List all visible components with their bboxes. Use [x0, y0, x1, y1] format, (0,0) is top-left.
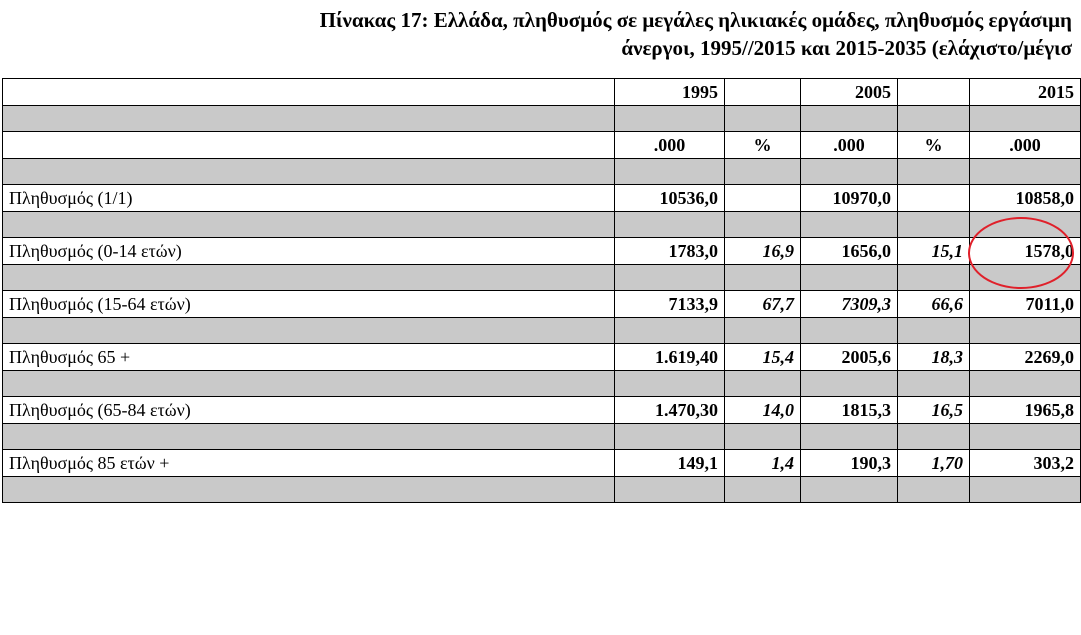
cell-2005-pct: 1,70: [898, 450, 970, 477]
cell-2015: 303,2: [970, 450, 1081, 477]
unit-header-row: [3, 132, 1081, 159]
cell-2005-pct: [898, 185, 970, 212]
cell-2005: 2005,6: [801, 344, 898, 371]
cell-1995: 1.619,40: [615, 344, 725, 371]
table-title: [0, 6, 1070, 62]
cell-1995: 1783,0: [615, 238, 725, 265]
year-header-row: [3, 79, 1081, 106]
row-label: Πληθυσμός (15-64 ετών): [3, 291, 615, 318]
cell-2015: 1578,0: [970, 238, 1081, 265]
cell-1995-pct: 1,4: [725, 450, 801, 477]
row-label: Πληθυσμός 85 ετών +: [3, 450, 615, 477]
row-label: Πληθυσμός (65-84 ετών): [3, 397, 615, 424]
unit-2005-value: .000: [801, 132, 898, 159]
cell-2005-pct: 66,6: [898, 291, 970, 318]
cell-2005-pct: 18,3: [898, 344, 970, 371]
cell-1995: 149,1: [615, 450, 725, 477]
population-table: [2, 78, 1081, 503]
cell-2005: 7309,3: [801, 291, 898, 318]
spacer-row: [3, 477, 1081, 503]
table-row: [3, 344, 1081, 371]
cell-2005-pct: 16,5: [898, 397, 970, 424]
year-1995: 1995: [615, 79, 725, 106]
spacer-row: [3, 265, 1081, 291]
table-row: [3, 450, 1081, 477]
header-empty: [3, 79, 615, 106]
cell-2005: 10970,0: [801, 185, 898, 212]
cell-1995-pct: 15,4: [725, 344, 801, 371]
cell-2005: 1815,3: [801, 397, 898, 424]
row-label: Πληθυσμός 65 +: [3, 344, 615, 371]
row-label: Πληθυσμός (0-14 ετών): [3, 238, 615, 265]
row-label: Πληθυσμός (1/1): [3, 185, 615, 212]
cell-2015: 7011,0: [970, 291, 1081, 318]
cell-1995-pct: 14,0: [725, 397, 801, 424]
cell-1995: 10536,0: [615, 185, 725, 212]
unit-2005-pct: %: [898, 132, 970, 159]
cell-1995: 7133,9: [615, 291, 725, 318]
cell-1995-pct: 16,9: [725, 238, 801, 265]
spacer-row: [3, 212, 1081, 238]
title-line-2: άνεργοι, 1995//2015 και 2015-2035 (ελάχιστο/μέγισ: [621, 36, 1072, 60]
spacer-row: [3, 106, 1081, 132]
unit-2015-value: .000: [970, 132, 1081, 159]
cell-2005-pct: 15,1: [898, 238, 970, 265]
unit-1995-value: .000: [615, 132, 725, 159]
spacer-row: [3, 424, 1081, 450]
cell-2015: 2269,0: [970, 344, 1081, 371]
unit-1995-pct: %: [725, 132, 801, 159]
table-row: [3, 185, 1081, 212]
table-row: [3, 397, 1081, 424]
year-2005: 2005: [801, 79, 898, 106]
cell-1995: 1.470,30: [615, 397, 725, 424]
cell-2015: 10858,0: [970, 185, 1081, 212]
highlight-circle: [968, 217, 1074, 289]
table-row: [3, 238, 1081, 265]
table-row: [3, 291, 1081, 318]
cell-1995-pct: 67,7: [725, 291, 801, 318]
spacer-row: [3, 318, 1081, 344]
cell-2005: 190,3: [801, 450, 898, 477]
cell-2015: 1965,8: [970, 397, 1081, 424]
spacer-row: [3, 371, 1081, 397]
title-line-1: Πίνακας 17: Ελλάδα, πληθυσμός σε μεγάλες ηλικιακές ομάδες, πληθυσμός εργάσιμη: [319, 8, 1072, 32]
cell-2005: 1656,0: [801, 238, 898, 265]
year-2015: 2015: [970, 79, 1081, 106]
spacer-row: [3, 159, 1081, 185]
cell-1995-pct: [725, 185, 801, 212]
